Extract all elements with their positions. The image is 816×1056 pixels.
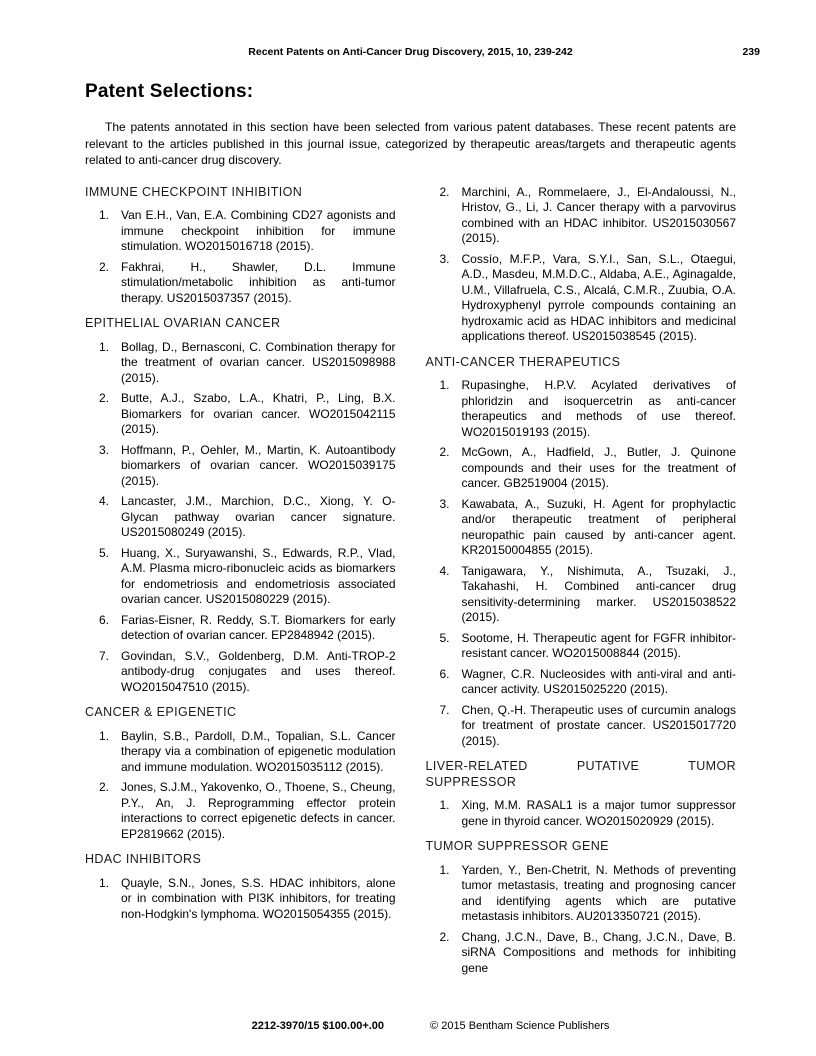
reference-number: 3. <box>439 251 450 266</box>
reference-list <box>85 729 396 843</box>
reference-number: 3. <box>439 496 450 511</box>
reference-number: 1. <box>439 798 450 812</box>
journal-citation: Recent Patents on Anti-Cancer Drug Discovery, 2015, 10, 239-242 <box>248 46 573 58</box>
reference-number: 1. <box>99 339 110 354</box>
section-cancer-and-epigenetic <box>85 705 396 842</box>
patent-reference <box>426 631 737 662</box>
reference-list <box>426 378 737 749</box>
patent-reference <box>85 260 396 307</box>
reference-text: Cossío, M.F.P., Vara, S.Y.I., San, S.L., Otaegui, A.D., Masdeu, M.M.D.C., Aldaba, A.E., Aginagalde, U.M., Villafruela, C.S., Alcalá, C.M.R., Zuubia, O.A. Hydroxyphenyl pyrrole compounds containing an hydroxamic acid as HDAC inhibitors and medicinal applications thereof. US2015038545 (2015). <box>461 251 736 343</box>
section-heading: ANTI-CANCER THERAPEUTICS <box>425 354 621 369</box>
section-immune-checkpoint-inhibition <box>85 185 396 307</box>
patent-reference <box>426 185 737 247</box>
patent-reference <box>85 649 396 696</box>
reference-number: 1. <box>99 208 110 222</box>
reference-text: Xing, M.M. RASAL1 is a major tumor suppressor gene in thyroid cancer. WO2015020929 (2015). <box>461 798 736 828</box>
patent-reference <box>426 445 737 492</box>
reference-number: 6. <box>439 666 450 681</box>
reference-text: Jones, S.J.M., Yakovenko, O., Thoene, S., Cheung, P.Y., An, J. Reprogramming effector protein interactions to correct epigenetic defects in cancer. EP2819662 (2015). <box>121 780 396 841</box>
page-footer <box>85 1020 736 1032</box>
reference-text: Farias-Eisner, R. Reddy, S.T. Biomarkers for early detection of ovarian cancer. EP2848942 (2015). <box>121 612 396 642</box>
section-tumor-suppressor-gene <box>426 839 737 976</box>
patent-reference <box>85 340 396 387</box>
patent-reference <box>85 494 396 541</box>
reference-number: 2. <box>99 780 110 794</box>
reference-list <box>426 798 737 829</box>
section-heading: LIVER-RELATED PUTATIVE TUMOR SUPPRESSOR <box>425 759 736 789</box>
reference-number: 2. <box>439 445 450 459</box>
reference-text: Hoffmann, P., Oehler, M., Martin, K. Autoantibody biomarkers of ovarian cancer. WO2015039175 (2015). <box>121 442 396 488</box>
two-column-layout <box>85 185 736 982</box>
reference-number: 3. <box>99 442 110 457</box>
reference-number: 1. <box>99 728 110 743</box>
intro-paragraph: The patents annotated in this section have been selected from various patent databases. These recent patents are relevant to the articles published in this journal issue, categorized by therapeutic areas/targets and therapeutic agents related to anti-cancer drug discovery. <box>85 120 736 167</box>
patent-reference <box>426 378 737 440</box>
reference-list <box>426 863 737 977</box>
left-column <box>85 185 396 982</box>
page-number: 239 <box>742 46 760 58</box>
reference-list <box>85 208 396 306</box>
section-anti-cancer-therapeutics <box>426 355 737 750</box>
patent-reference <box>85 443 396 490</box>
patent-reference <box>426 667 737 698</box>
reference-text: Fakhrai, H., Shawler, D.L. Immune stimulation/metabolic inhibition as anti-tumor therapy. US2015037357 (2015). <box>121 259 396 305</box>
patent-reference <box>85 546 396 608</box>
reference-text: Lancaster, J.M., Marchion, D.C., Xiong, Y. O-Glycan pathway ovarian cancer signature. US2015080249 (2015). <box>121 494 396 539</box>
section-heading: EPITHELIAL OVARIAN CANCER <box>85 316 281 330</box>
reference-number: 7. <box>439 702 450 717</box>
reference-number: 1. <box>439 378 450 392</box>
reference-list <box>426 185 737 345</box>
reference-text: McGown, A., Hadfield, J., Butler, J. Quinone compounds and their uses for the treatment of cancer. GB2519004 (2015). <box>461 445 736 490</box>
patent-reference <box>426 798 737 829</box>
patent-reference <box>85 391 396 438</box>
reference-list <box>85 876 396 923</box>
reference-number: 1. <box>99 875 110 890</box>
reference-number: 7. <box>99 648 110 663</box>
patent-reference <box>426 497 737 559</box>
reference-number: 4. <box>439 563 450 578</box>
reference-text: Marchini, A., Rommelaere, J., El-Andaloussi, N., Hristov, G., Li, J. Cancer therapy with a parvovirus combined with an HDAC inhibitor. US2015030567 (2015). <box>461 184 736 245</box>
reference-text: Butte, A.J., Szabo, L.A., Khatri, P., Ling, B.X. Biomarkers for ovarian cancer. WO2015042115 (2015). <box>121 391 396 436</box>
patent-reference <box>85 729 396 776</box>
reference-number: 4. <box>99 494 110 508</box>
section-heading: IMMUNE CHECKPOINT INHIBITION <box>85 184 303 199</box>
reference-number: 5. <box>439 630 450 645</box>
reference-number: 2. <box>99 259 110 274</box>
right-column <box>426 185 737 982</box>
section-hdac-inhibitors-continued <box>426 185 737 345</box>
copyright-notice: © 2015 Bentham Science Publishers <box>430 1020 610 1032</box>
issn-price: 2212-3970/15 $100.00+.00 <box>251 1020 385 1032</box>
reference-number: 1. <box>439 862 450 877</box>
section-epithelial-ovarian-cancer <box>85 316 396 695</box>
section-hdac-inhibitors <box>85 852 396 922</box>
reference-number: 6. <box>99 612 110 627</box>
reference-text: Yarden, Y., Ben-Chetrit, N. Methods of preventing tumor metastasis, treating and prognosing cancer and identifying agents which are putative metastasis inhibitors. AU2013350721 (2015). <box>461 862 736 923</box>
reference-number: 2. <box>99 391 110 405</box>
patent-reference <box>426 930 737 977</box>
patent-reference <box>85 780 396 842</box>
patent-reference <box>426 252 737 345</box>
reference-text: Chang, J.C.N., Dave, B., Chang, J.C.N., Dave, B. siRNA Compositions and methods for inhibiting gene <box>461 929 736 975</box>
page-title: Patent Selections: <box>85 81 254 102</box>
section-heading: TUMOR SUPPRESSOR GENE <box>425 839 609 853</box>
patent-reference <box>85 613 396 644</box>
patent-reference <box>85 208 396 255</box>
reference-text: Bollag, D., Bernasconi, C. Combination therapy for the treatment of ovarian cancer. US2015098988 (2015). <box>121 339 396 385</box>
reference-number: 2. <box>439 184 450 199</box>
reference-text: Huang, X., Suryawanshi, S., Edwards, R.P., Vlad, A.M. Plasma micro-ribonucleic acids as biomarkers for endometriosis and endometriosis associated ovarian cancer. US2015080229 (2015). <box>121 545 396 606</box>
reference-text: Sootome, H. Therapeutic agent for FGFR inhibitor-resistant cancer. WO2015008844 (2015). <box>461 630 736 660</box>
reference-text: Govindan, S.V., Goldenberg, D.M. Anti-TROP-2 antibody-drug conjugates and uses thereof. WO2015047510 (2015). <box>121 648 396 694</box>
reference-text: Tanigawara, Y., Nishimuta, A., Tsuzaki, J., Takahashi, H. Combined anti-cancer drug sensitivity-determining marker. US2015038522 (2015). <box>461 563 736 624</box>
section-liver-related-putative-tumor-suppressor <box>426 759 737 829</box>
reference-text: Baylin, S.B., Pardoll, D.M., Topalian, S.L. Cancer therapy via a combination of epigenetic modulation and immune modulation. WO2015035112 (2015). <box>121 728 396 774</box>
patent-reference <box>426 703 737 750</box>
reference-text: Kawabata, A., Suzuki, H. Agent for prophylactic and/or therapeutic treatment of peripheral neuropathic pain caused by anti-cancer agent. KR20150004855 (2015). <box>461 496 736 557</box>
patent-reference <box>426 564 737 626</box>
section-heading: HDAC INHIBITORS <box>85 852 202 866</box>
reference-list <box>85 340 396 696</box>
reference-text: Van E.H., Van, E.A. Combining CD27 agonists and immune checkpoint inhibition for immune stimulation. WO2015016718 (2015). <box>121 208 396 253</box>
reference-text: Quayle, S.N., Jones, S.S. HDAC inhibitors, alone or in combination with PI3K inhibitors, for treating non-Hodgkin's lymphoma. WO2015054355 (2015). <box>121 875 396 921</box>
reference-text: Wagner, C.R. Nucleosides with anti-viral and anti-cancer activity. US2015025220 (2015). <box>461 666 736 696</box>
section-heading: CANCER & EPIGENETIC <box>85 705 237 719</box>
patent-reference <box>85 876 396 923</box>
reference-number: 2. <box>439 929 450 944</box>
reference-number: 5. <box>99 545 110 560</box>
reference-text: Rupasinghe, H.P.V. Acylated derivatives of phloridzin and isoquercetrin as anti-cancer therapeutics and methods of use thereof. WO2015019193 (2015). <box>461 378 736 439</box>
running-head <box>85 46 760 59</box>
reference-text: Chen, Q.-H. Therapeutic uses of curcumin analogs for treatment of prostate cancer. US2015017720 (2015). <box>461 702 736 748</box>
patent-reference <box>426 863 737 925</box>
